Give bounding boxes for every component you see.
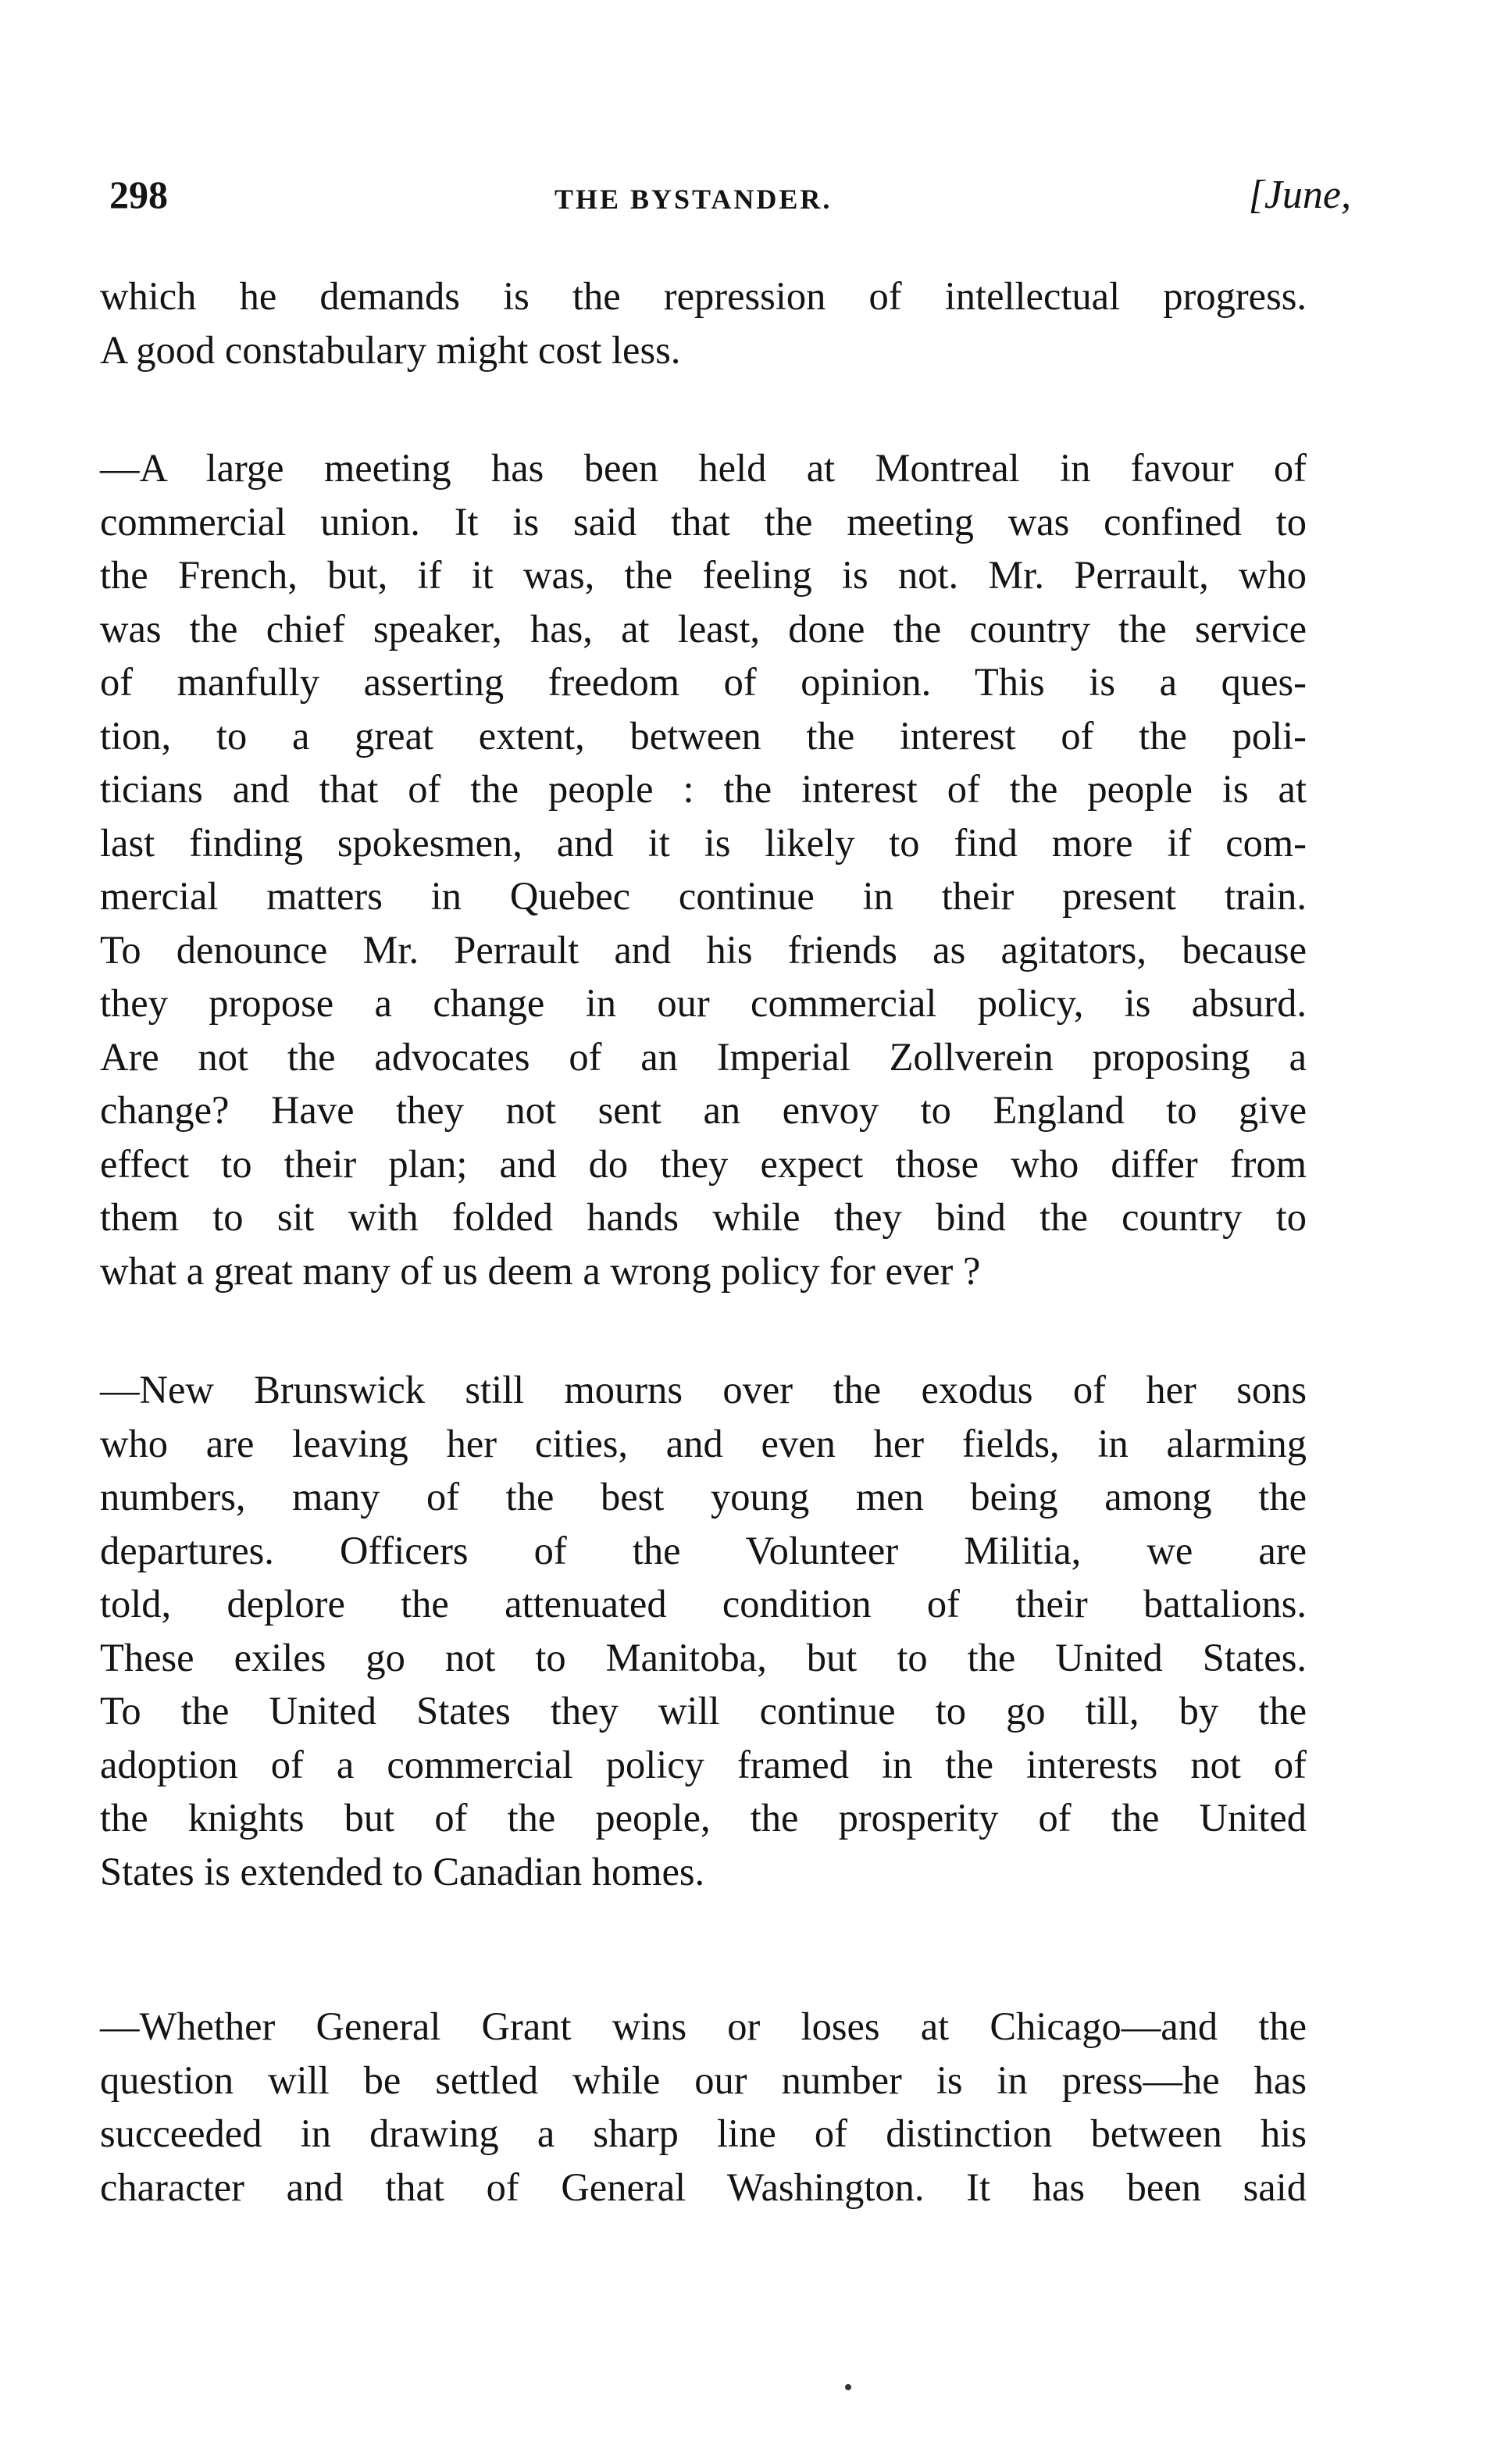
text-line: what a great many of us deem a wrong policy for ever ?	[100, 1248, 981, 1293]
text-line: To the United States they will continue to go till, by the	[100, 1689, 1307, 1733]
text-line: ticians and that of the people : the interest of the people is at	[100, 767, 1307, 811]
text-line: was the chief speaker, has, at least, done the country the service	[100, 606, 1307, 651]
text-line: commercial union. It is said that the meeting was confined to	[100, 499, 1307, 544]
text-line: States is extended to Canadian homes.	[100, 1849, 705, 1893]
journal-title: THE BYSTANDER.	[555, 184, 833, 215]
text-line: told, deplore the attenuated condition of their battalions.	[100, 1582, 1307, 1626]
running-head	[109, 172, 1351, 227]
page-number: 298	[109, 173, 168, 216]
text-line: the French, but, if it was, the feeling is not. Mr. Perrault, who	[100, 553, 1307, 597]
paragraph-general-grant	[100, 2000, 1307, 2214]
text-line: character and that of General Washington. It has been said	[100, 2165, 1307, 2209]
text-line: change? Have they not sent an envoy to England to give	[100, 1088, 1307, 1132]
text-line: effect to their plan; and do they expect those who differ from	[100, 1141, 1307, 1186]
paragraph-new-brunswick	[100, 1363, 1307, 1898]
text-line: they propose a change in our commercial policy, is absurd.	[100, 981, 1307, 1025]
text-line: tion, to a great extent, between the interest of the poli-	[100, 713, 1307, 758]
text-line: To denounce Mr. Perrault and his friends as agitators, because	[100, 927, 1307, 972]
ink-speck	[845, 2384, 851, 2390]
text-line: A good constabulary might cost less.	[100, 327, 681, 372]
paragraph-continuation	[100, 269, 1307, 377]
text-line: departures. Officers of the Volunteer Militia, we are	[100, 1528, 1307, 1572]
text-line: last finding spokesmen, and it is likely to find more if com-	[100, 820, 1307, 865]
text-line: question will be settled while our number is in press—he has	[100, 2058, 1307, 2102]
text-line: Are not the advocates of an Imperial Zollverein proposing a	[100, 1034, 1307, 1079]
text-line: These exiles go not to Manitoba, but to the United States.	[100, 1635, 1307, 1679]
text-line: adoption of a commercial policy framed in the interests not of	[100, 1742, 1307, 1786]
text-line: —New Brunswick still mourns over the exodus of her sons	[100, 1368, 1307, 1412]
text-line: who are leaving her cities, and even her fields, in alarming	[100, 1421, 1307, 1465]
text-line: of manfully asserting freedom of opinion. This is a ques-	[100, 660, 1307, 704]
text-line: which he demands is the repression of intellectual progress.	[100, 274, 1307, 318]
text-line: succeeded in drawing a sharp line of distinction between his	[100, 2111, 1307, 2155]
text-line: —Whether General Grant wins or loses at Chicago—and the	[100, 2004, 1307, 2048]
text-line: numbers, many of the best young men being among the	[100, 1475, 1307, 1519]
text-line: the knights but of the people, the prosperity of the United	[100, 1796, 1307, 1840]
text-line: them to sit with folded hands while they bind the country to	[100, 1195, 1307, 1239]
text-line: —A large meeting has been held at Montreal in favour of	[100, 446, 1307, 490]
issue-month: [June,	[1248, 173, 1351, 217]
text-line: mercial matters in Quebec continue in their present train.	[100, 874, 1307, 918]
paragraph-montreal-meeting	[100, 441, 1307, 1297]
